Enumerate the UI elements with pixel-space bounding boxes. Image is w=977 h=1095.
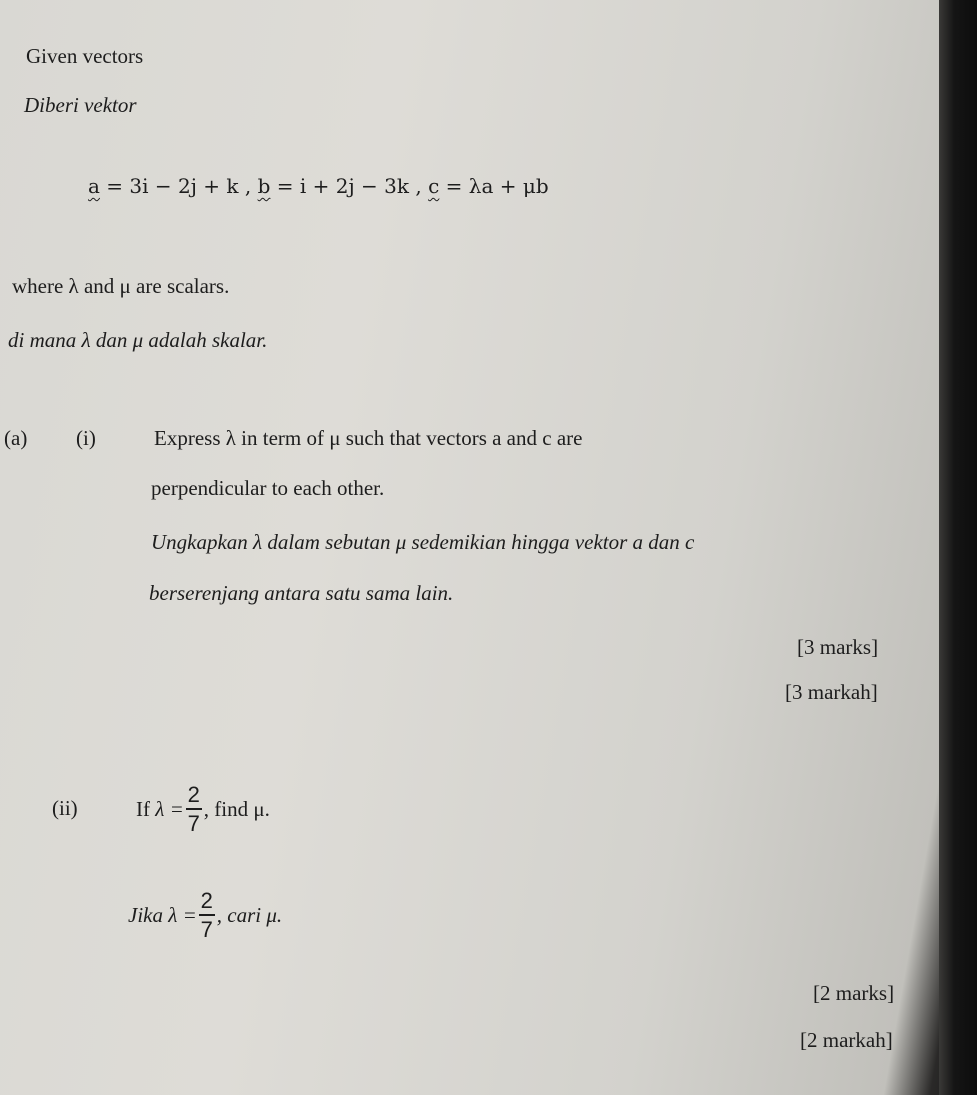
fraction-bar (186, 808, 202, 810)
fraction-denominator-ms: 7 (200, 917, 213, 942)
scalars-statement-ms: di mana λ dan μ adalah skalar. (8, 328, 268, 352)
vector-equation (88, 176, 549, 196)
fraction-numerator: 2 (187, 781, 200, 807)
part-a-i-question-en-line2: perpendicular to each other. (151, 476, 385, 500)
vector-c-symbol: c (428, 174, 440, 198)
if-text: If (136, 796, 150, 821)
fraction-denominator: 7 (187, 811, 200, 836)
vector-a-definition: = 3i − 2j + k , (106, 174, 252, 198)
part-a-ii-label: (ii) (52, 796, 78, 820)
scalars-statement-en: where λ and μ are scalars. (12, 274, 230, 298)
vector-b-definition: = i + 2j − 3k , (276, 174, 422, 198)
part-a-ii-marks-ms: [2 markah] (800, 1028, 893, 1052)
part-a-label: (a) (4, 426, 28, 450)
jika-text: Jika (128, 902, 163, 927)
part-a-i-marks-ms: [3 markah] (785, 680, 878, 704)
part-a-i-question-en-line1: Express λ in term of μ such that vectors a and c are (154, 426, 583, 450)
page-edge-shadow (939, 0, 977, 1095)
find-mu-text: , find μ. (203, 796, 270, 821)
part-a-ii-question-en (136, 774, 270, 844)
part-a-i-question-ms-line1: Ungkapkan λ dalam sebutan μ sedemikian hingga vektor a dan c (151, 530, 695, 554)
given-vectors-ms: Diberi vektor (24, 93, 137, 117)
lambda-equals-ms: λ = (168, 902, 197, 927)
fraction-numerator-ms: 2 (200, 887, 213, 913)
part-a-i-marks-en: [3 marks] (797, 635, 879, 659)
fraction-two-sevenths-ms (199, 889, 215, 941)
cari-mu-text: , cari μ. (216, 902, 283, 927)
lambda-equals: λ = (155, 796, 184, 821)
part-a-i-question-ms-line2: berserenjang antara satu sama lain. (149, 581, 454, 605)
vector-a-symbol: a (88, 174, 100, 198)
vector-c-definition: = λa + μb (445, 174, 549, 198)
part-a-ii-question-ms (128, 880, 282, 950)
part-a-ii-marks-en: [2 marks] (813, 981, 895, 1005)
fraction-two-sevenths (186, 783, 202, 835)
part-a-i-label: (i) (76, 426, 96, 450)
given-vectors-en: Given vectors (26, 44, 144, 68)
vector-b-symbol: b (257, 174, 271, 198)
fraction-bar-ms (199, 914, 215, 916)
